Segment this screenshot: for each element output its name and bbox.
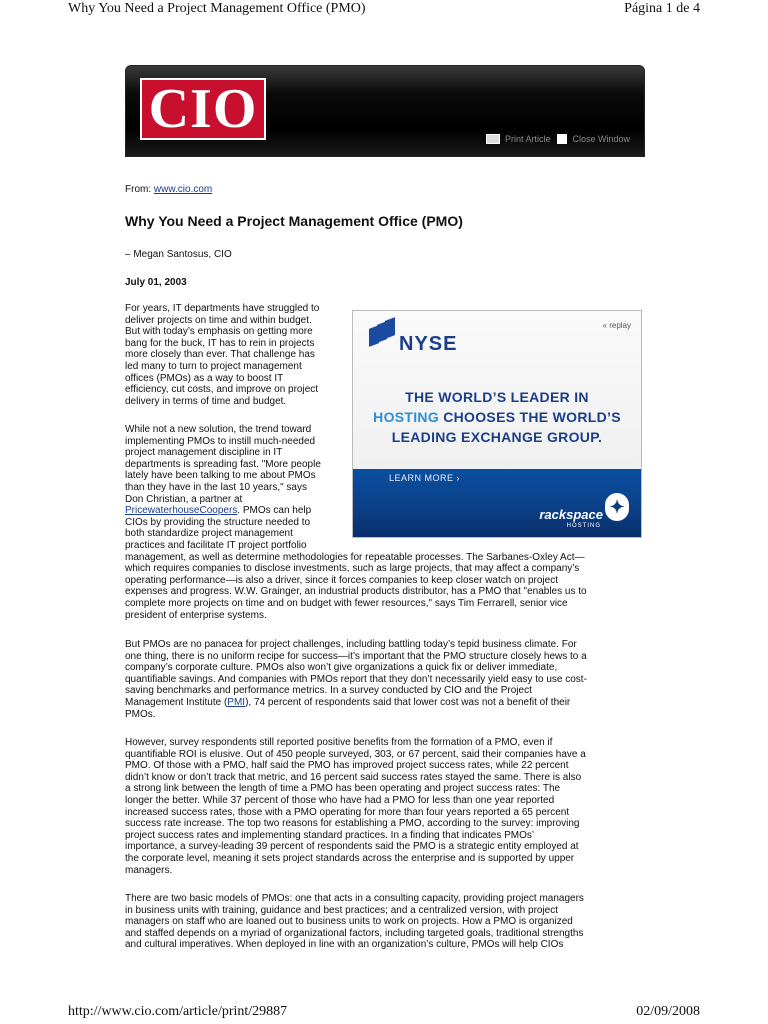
pmi-link[interactable]: PMI [227,696,246,708]
ad-headline-line-2 [353,407,641,427]
paragraph-2-text-a: While not a new solution, the trend toward implementing PMOs to instill much-needed project management discipline in IT departments is spreading fast. "More people lately have been talking to me about PMOs than they have in the last 10 years," says Don Christian, a partner at [125,424,321,505]
ad-replay-button[interactable]: « replay [602,321,631,330]
article-title: Why You Need a Project Management Office (PMO) [125,213,463,229]
rackspace-brand: rackspace [539,507,603,522]
cio-banner [125,65,645,157]
pwc-link[interactable]: PricewaterhouseCoopers [125,505,238,517]
paragraph-3-text-a: But PMOs are no panacea for project challenges, including battling today’s tepid business climate. For one thing, there is no uniform recipe for success—it’s important that the PMO structure closely hews to a company’s corporate culture. PMOs also won’t give organizations a quick fix or deliver immediate, quantifiable savings. And companies with PMOs report that they don’t necessarily yield easy to use cost- saving benchmarks and performance metrics. In a survey conducted by CIO and the Project Management Institute ( [125,639,587,708]
paragraph-2-text-b: . PMOs can help CIOs by providing the structure needed to both standardize project management practices and facilitate IT project portfolio management, as well as determine methodologies for repeatable processes. The Sarbanes-Oxley Act— which requires companies to disclose investments, such as large projects, that may affect a company’s operating performance—is also a driver, since it forces companies to keep closer watch on project expenses and progress. W.W. Grainger, an industrial products distributor, has a PMO that "enables us to complete more projects on time and on budget with fewer resources," says Tim Ferrarell, senior vice president of enterprise systems. [125,505,587,621]
cio-logo-text: CIO [148,78,258,140]
ad-headline [353,387,641,447]
rackspace-logo-icon: ✦ [605,493,629,521]
nyse-logo-icon [369,321,393,349]
source-line [125,184,212,195]
source-link[interactable]: www.cio.com [153,184,213,195]
print-footer-url: http://www.cio.com/article/print/29887 [68,1004,288,1019]
paragraph-1: For years, IT departments have struggled to deliver projects on time and within budget. But with today’s emphasis on getting more bang for the buck, IT has to rein in projects more closely than ever. That challenge has led many to turn to project management offices (PMOs) as a way to boost IT efficiency, cut costs, and improve on project delivery in terms of time and budget. [125,303,320,407]
paragraph-4: However, survey respondents still reported positive benefits from the formation of a PMO, even if quantifiable ROI is elusive. Out of 450 people surveyed, 303, or 67 percent, said their companies have a PMO. Of those with a PMO, half said the PMO has improved project success rates, while 22 percent didn’t know or don’t track that metric, and 16 percent said success rates stayed the same. There is also a strong link between the length of time a PMO has been operating and project success rates: The longer the better. While 37 percent of those who have had a PMO for less than one year reported increased success rates, those with a PMO operating for more than four years reported a 65 percent success rate increase. The top two reasons for establishing a PMO, according to the survey: improving project success rates and implementing standard practices. In a finding that indicates PMOs’ importance, a survey-leading 39 percent of respondents said the PMO is a strategic entity employed at the corporate level, meaning it sets project standards across the enterprise and is supported by upper managers. [125,737,586,876]
close-window-link[interactable]: Close Window [572,134,630,144]
print-header [68,0,700,22]
ad-bottom-panel [353,469,641,537]
close-window-icon[interactable] [557,134,567,144]
ad-headline-line-3: LEADING EXCHANGE GROUP. [391,429,603,445]
print-article-link[interactable]: Print Article [504,134,551,144]
banner-links [486,134,630,144]
article-date: July 01, 2003 [125,277,187,288]
paragraph-3-text-b: ), 74 percent of respondents said that lower cost was not a benefit of their PMOs. [125,696,571,720]
ad-top-panel [353,311,641,469]
print-header-title: Why You Need a Project Management Office (PMO) [68,1,366,16]
rackspace-sub: HOSTING [566,523,601,529]
print-footer-date: 02/09/2008 [636,1004,700,1019]
paragraph-5: There are two basic models of PMOs: one that acts in a consulting capacity, providing project managers in business units with training, guidance and best practices; and a centralized version, with project managers on staff who are loaned out to business units to work on projects. How a PMO is organized and staffed depends on a myriad of organizational factors, including targeted goals, traditional strengths and cultural imperatives. When deployed in line with an organization’s culture, PMOs will help CIOs [125,893,584,951]
print-footer [68,1004,700,1024]
print-header-page: Página 1 de 4 [624,1,700,16]
ad-learn-more-link[interactable]: LEARN MORE › [389,473,461,483]
cio-logo[interactable] [140,78,266,140]
article-byline: – Megan Santosus, CIO [125,249,232,260]
from-label: From: [125,184,152,195]
print-icon[interactable] [486,134,500,144]
ad-headline-line-1: THE WORLD’S LEADER IN [405,389,589,405]
paragraph-3 [125,639,645,720]
ad-headline-line-2-rest: CHOOSES THE WORLD’S [439,409,621,425]
nyse-rackspace-ad[interactable] [352,310,642,538]
ad-headline-highlight: HOSTING [373,409,440,425]
nyse-brand: NYSE [399,333,458,355]
